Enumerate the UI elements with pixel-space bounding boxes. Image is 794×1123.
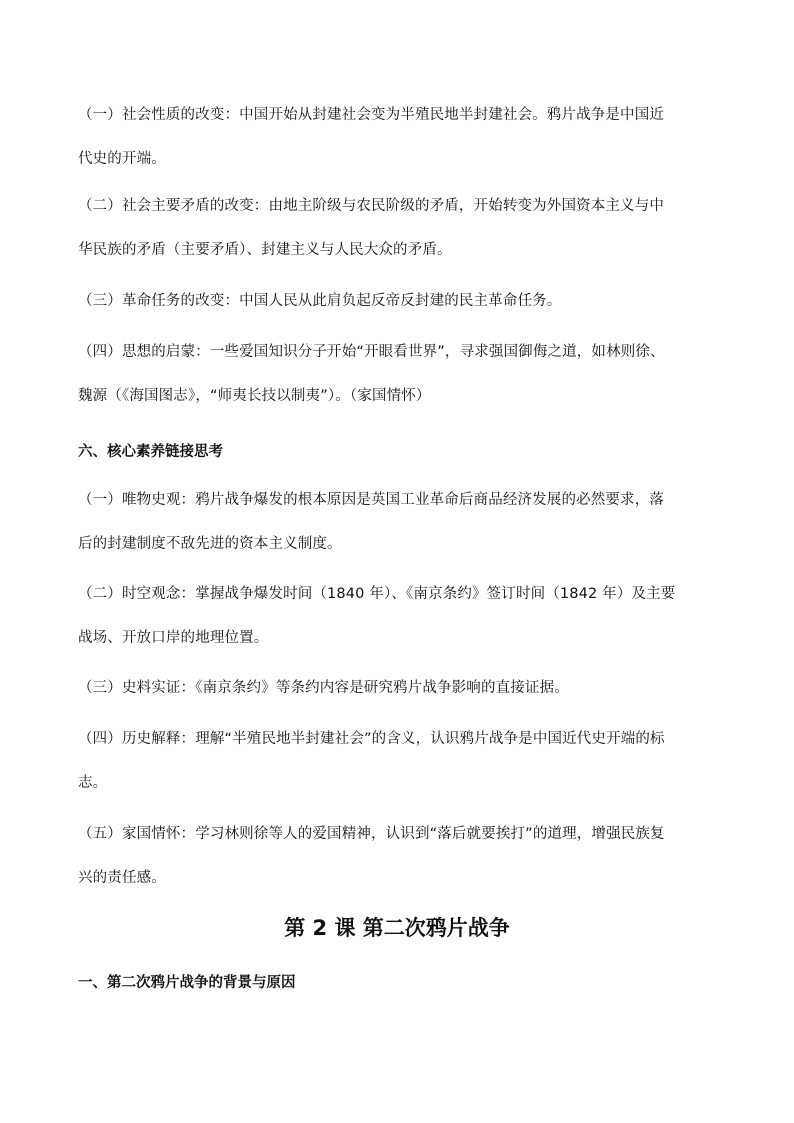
paragraph-patriotism — [78, 812, 718, 900]
text-line: （四）历史解释：理解“半殖民地半封建社会”的含义，认识鸦片战争是中国近代史开端的标 — [78, 731, 665, 747]
text-line: 后的封建制度不敌先进的资本主义制度。 — [78, 536, 342, 552]
text-line: 魏源（《海国图志》，“师夷长技以制夷”）。（家国情怀） — [78, 388, 431, 404]
text-line: （三）革命任务的改变：中国人民从此肩负起反帝反封建的民主革命任务。 — [78, 293, 562, 309]
text-line: （一）社会性质的改变：中国开始从封建社会变为半殖民地半封建社会。鸦片战争是中国近 — [78, 107, 664, 123]
text-line: 志。 — [78, 775, 108, 791]
text-line: （二）时空观念：掌握战争爆发时间（1840 年）、《南京条约》签订时间（1842 年）及主要 — [78, 586, 676, 602]
paragraph-social-nature — [78, 93, 718, 181]
paragraph-enlightenment — [78, 330, 718, 418]
paragraph-main-contradiction — [78, 184, 718, 272]
paragraph-historical-materialism — [78, 478, 718, 566]
paragraph-spacetime-concept — [78, 572, 718, 660]
text-line: 战场、开放口岸的地理位置。 — [78, 630, 269, 646]
lesson-title: 第 2 课 第二次鸦片战争 — [284, 916, 510, 940]
text-line: （四）思想的启蒙：一些爱国知识分子开始“开眼看世界”，寻求强国御侮之道，如林则徐、 — [78, 344, 665, 360]
paragraph-historical-interpretation — [78, 717, 718, 805]
text-line: （一）唯物史观：鸦片战争爆发的根本原因是英国工业革命后商品经济发展的必然要求，落 — [78, 492, 664, 508]
text-line: 代史的开端。 — [78, 151, 166, 167]
paragraph-evidence — [78, 666, 718, 710]
paragraph-revolution-task — [78, 279, 718, 323]
text-line: （五）家国情怀：学习林则徐等人的爱国精神，认识到“落后就要挨打”的道理，增强民族复 — [78, 826, 665, 842]
section-heading-core-literacy: 六、核心素养链接思考 — [78, 444, 223, 460]
text-line: （三）史料实证：《南京条约》等条约内容是研究鸦片战争影响的直接证据。 — [78, 680, 569, 696]
text-line: 华民族的矛盾（主要矛盾）、封建主义与人民大众的矛盾。 — [78, 242, 452, 258]
section-heading-background: 一、第二次鸦片战争的背景与原因 — [78, 975, 296, 991]
text-line: （二）社会主要矛盾的改变：由地主阶级与农民阶级的矛盾，开始转变为外国资本主义与中 — [78, 198, 664, 214]
text-line: 兴的责任感。 — [78, 870, 166, 886]
